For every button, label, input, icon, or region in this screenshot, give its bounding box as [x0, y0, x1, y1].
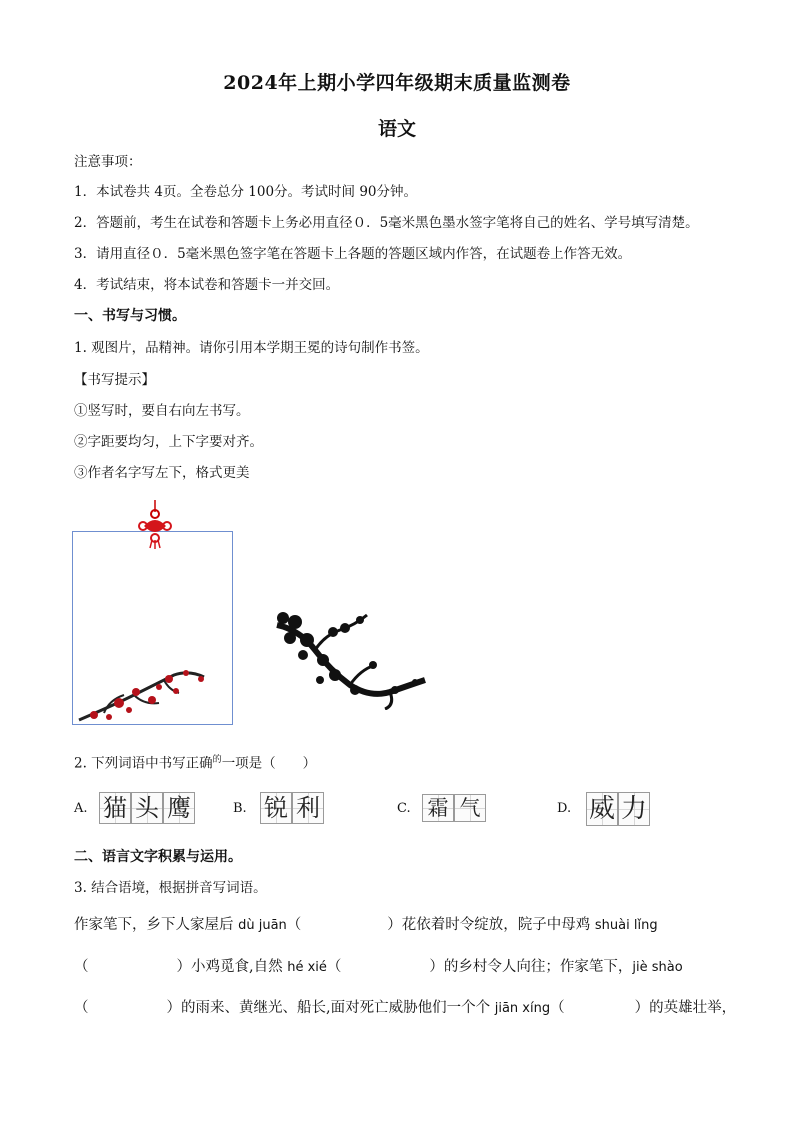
tip-item: ②字距要均匀，上下字要对齐。: [74, 434, 263, 450]
subject-title: 语文: [377, 118, 416, 140]
tip-item: ①竖写时，要自右向左书写。: [74, 403, 250, 419]
tip-item: ③作者名字写左下，格式更美: [74, 465, 250, 481]
question-2: 2. 下列词语中书写正确$^的$一项是（ ）: [74, 755, 317, 772]
option-d-word[interactable]: 威 力: [586, 792, 650, 826]
option-d-letter[interactable]: D.: [557, 801, 572, 816]
option-c-word[interactable]: 霜 气: [422, 794, 486, 822]
notice-item: 3．请用直径０．5毫米黑色签字笔在答题卡上各题的答题区域内作答，在试题卷上作答无效。: [74, 246, 632, 262]
tips-heading: 【书写提示】: [74, 372, 155, 388]
section-heading-2: 二、语言文字积累与运用。: [74, 849, 242, 865]
pinyin-line-2: （ ）小鸡觅食,自然 hé xié（ ）的乡村令人向往；作家笔下，jiè shào: [74, 959, 683, 975]
exam-title: 2024年上期小学四年级期末质量监测卷: [223, 72, 571, 94]
pinyin-line-1: 作家笔下，乡下人家屋后 dù juān（ ）花依着时令绽放，院子中母鸡 shuài lǐng: [74, 917, 658, 933]
pinyin-line-3: （ ）的雨来、黄继光、船长,面对死亡威胁他们一个个 jiān xíng（ ）的英雄壮举，: [74, 1000, 737, 1016]
option-b-letter[interactable]: B.: [233, 801, 247, 816]
option-c-letter[interactable]: C.: [397, 801, 411, 816]
notice-item: 4．考试结束，将本试卷和答题卡一并交回。: [74, 277, 340, 293]
ink-plum-branch-image: [275, 610, 430, 710]
option-a-word[interactable]: 猫 头 鹰: [99, 792, 195, 824]
notice-item: 1．本试卷共 4页。全卷总分 100分。考试时间 90分钟。: [74, 184, 417, 200]
red-plum-branch-image: [74, 665, 214, 725]
question-3: 3. 结合语境，根据拼音写词语。: [74, 880, 267, 896]
notice-item: 2．答题前，考生在试卷和答题卡上务必用直径０．5毫米黑色墨水签字笔将自己的姓名、学号填写清楚。: [74, 215, 699, 231]
chinese-knot-icon: [130, 500, 180, 550]
section-heading-1: 一、书写与习惯。: [74, 308, 186, 324]
question-1: 1. 观图片，品精神。请你引用本学期王冕的诗句制作书签。: [74, 340, 429, 356]
option-a-letter[interactable]: A.: [74, 801, 88, 816]
notice-heading: 注意事项：: [74, 154, 142, 170]
option-b-word[interactable]: 锐 利: [260, 792, 324, 824]
